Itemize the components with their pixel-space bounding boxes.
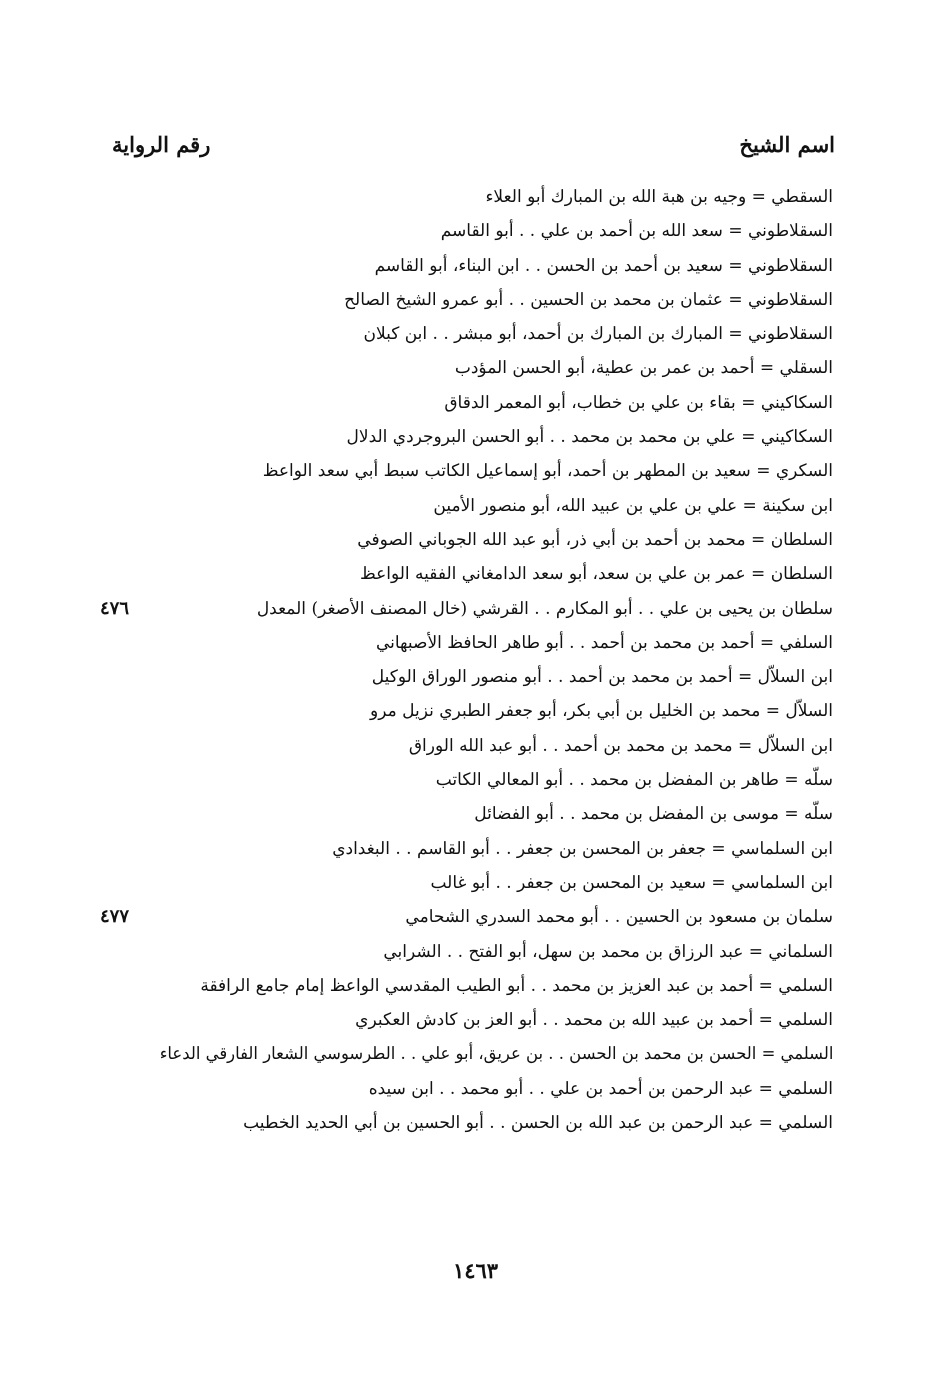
index-entry xyxy=(100,592,833,626)
entry-text: السكاكيني = بقاء بن علي بن خطاب، أبو المعمر الدقاق xyxy=(444,392,833,413)
narrator-index-list xyxy=(100,180,833,1140)
entry-text: السلمي = الحسن بن محمد بن الحسن . . بن عريق، أبو علي . . الطرسوسي الشعار الفارقي الدعاء xyxy=(159,1044,833,1065)
entry-text: السقلي = أحمد بن عمر بن عطية، أبو الحسن المؤدب xyxy=(454,358,833,379)
entry-text: السقلاطوني = عثمان بن محمد بن الحسين . . أبو عمرو الشيخ الصالح xyxy=(344,289,833,310)
index-entry xyxy=(100,317,833,351)
index-entry xyxy=(100,969,833,1003)
index-entry xyxy=(100,557,833,591)
index-entry xyxy=(100,180,833,214)
index-entry xyxy=(100,694,833,728)
narration-number: ٤٧٦ xyxy=(100,597,130,619)
narration-number-column-label: رقم الرواية xyxy=(112,131,211,157)
index-entry xyxy=(100,900,833,934)
entry-text: السلاّل = محمد بن الخليل بن أبي بكر، أبو جعفر الطبري نزيل مرو xyxy=(370,701,833,722)
index-entry xyxy=(100,386,833,420)
entry-text: السلمي = عبد الرحمن بن عبد الله بن الحسن . . أبو الحسين بن أبي الحديد الخطيب xyxy=(243,1113,833,1134)
index-entry xyxy=(100,1003,833,1037)
entry-text: سلمان بن مسعود بن الحسين . . أبو محمد السدري الشحامي xyxy=(405,907,833,928)
entry-text: السلفي = أحمد بن محمد بن أحمد . . أبو طاهر الحافظ الأصبهاني xyxy=(375,632,833,653)
index-entry xyxy=(100,626,833,660)
entry-text: ابن السلاّل = محمد بن محمد بن أحمد . . أبو عبد الله الوراق xyxy=(408,735,833,756)
index-entry xyxy=(100,1037,833,1071)
index-entry xyxy=(100,489,833,523)
entry-text: السلمي = عبد الرحمن بن أحمد بن علي . . أبو محمد . . ابن سيده xyxy=(368,1078,833,1099)
entry-text: السلمي = أحمد بن عبيد الله بن محمد . . أبو العز بن كادش العكبري xyxy=(355,1010,833,1031)
entry-text: السلطان = عمر بن علي بن سعد، أبو سعد الدامغاني الفقيه الواعظ xyxy=(359,564,833,585)
index-entry xyxy=(100,523,833,557)
index-entry xyxy=(100,249,833,283)
entry-text: السلماني = عبد الرزاق بن محمد بن سهل، أبو الفتح . . الشرابي xyxy=(383,941,833,962)
entry-text: ابن سكينة = علي بن علي بن عبيد الله، أبو منصور الأمين xyxy=(433,495,833,516)
entry-text: سلطان بن يحيى بن علي . . أبو المكارم . . القرشي (خال المصنف الأصغر) المعدل xyxy=(256,598,833,619)
index-entry xyxy=(100,214,833,248)
index-entry xyxy=(100,660,833,694)
entry-text: سلّه = طاهر بن المفضل بن محمد . . أبو المعالي الكاتب xyxy=(435,770,833,791)
index-entry xyxy=(100,283,833,317)
entry-text: سلّه = موسى بن المفضل بن محمد . . أبو الفضائل xyxy=(474,804,833,825)
index-entry xyxy=(100,866,833,900)
index-entry xyxy=(100,351,833,385)
index-entry xyxy=(100,832,833,866)
index-entry xyxy=(100,763,833,797)
entry-text: ابن السلماسي = جعفر بن المحسن بن جعفر . . أبو القاسم . . البغدادي xyxy=(332,838,833,859)
entry-text: ابن السلماسي = سعيد بن المحسن بن جعفر . . أبو غالب xyxy=(430,872,833,893)
index-entry xyxy=(100,420,833,454)
narration-number: ٤٧٧ xyxy=(100,906,130,928)
index-entry xyxy=(100,729,833,763)
entry-text: السلمي = أحمد بن عبد العزيز بن محمد . . أبو الطيب المقدسي الواعظ إمام جامع الرافقة xyxy=(200,975,833,996)
index-entry xyxy=(100,454,833,488)
column-header xyxy=(112,124,835,164)
sheikh-name-column-label: اسم الشيخ xyxy=(739,131,835,157)
entry-text: السكري = سعيد بن المطهر بن أحمد، أبو إسماعيل الكاتب سبط أبي سعد الواعظ xyxy=(262,461,833,482)
page-number: ١٤٦٣ xyxy=(452,1258,499,1283)
index-entry xyxy=(100,797,833,831)
index-entry xyxy=(100,1106,833,1140)
entry-text: السقطي = وجيه بن هبة الله بن المبارك أبو العلاء xyxy=(485,187,833,207)
entry-text: ابن السلاّل = أحمد بن محمد بن أحمد . . أبو منصور الوراق الوكيل xyxy=(371,667,833,688)
entry-text: السقلاطوني = سعد الله بن أحمد بن علي . . أبو القاسم xyxy=(440,221,833,242)
entry-text: السلطان = محمد بن أحمد بن أبي ذر، أبو عبد الله الجوباني الصوفي xyxy=(357,529,833,550)
index-entry xyxy=(100,1072,833,1106)
entry-text: السكاكيني = علي بن محمد بن محمد . . أبو الحسن البروجردي الدلال xyxy=(346,427,833,448)
entry-text: السقلاطوني = سعيد بن أحمد بن الحسن . . ابن البناء، أبو القاسم xyxy=(374,255,833,276)
index-entry xyxy=(100,935,833,969)
entry-text: السقلاطوني = المبارك بن المبارك بن أحمد، أبو مبشر . . ابن كبلان xyxy=(363,324,833,345)
